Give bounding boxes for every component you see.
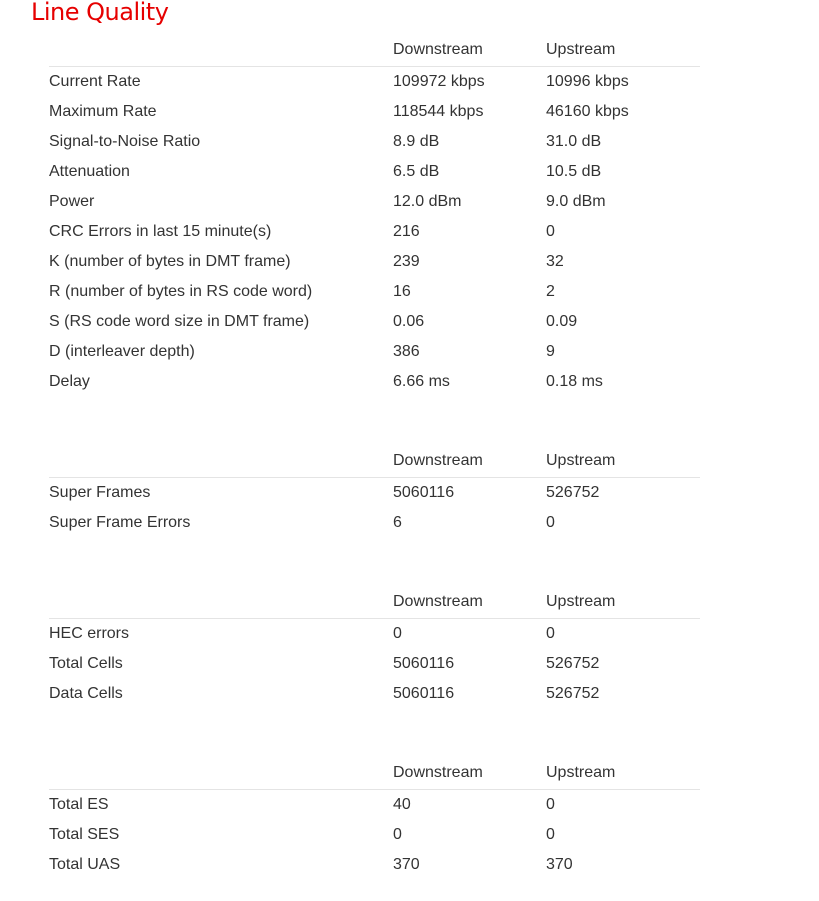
downstream-value: 0 xyxy=(393,625,402,642)
table-row xyxy=(49,679,700,709)
table-row xyxy=(49,307,700,337)
downstream-value: 0 xyxy=(393,826,402,843)
line-statistics-table xyxy=(49,34,700,397)
table-row xyxy=(49,247,700,277)
row-label: CRC Errors in last 15 minute(s) xyxy=(49,223,272,240)
header-label-cell xyxy=(49,445,393,478)
row-label: Total Cells xyxy=(49,655,123,672)
table-row xyxy=(49,508,700,538)
downstream-value: 12.0 dBm xyxy=(393,193,462,210)
row-label: K (number of bytes in DMT frame) xyxy=(49,253,291,270)
table-row xyxy=(49,850,700,880)
table-header-row xyxy=(49,445,700,478)
row-label: Attenuation xyxy=(49,163,130,180)
downstream-value: 5060116 xyxy=(393,655,455,672)
row-label: R (number of bytes in RS code word) xyxy=(49,283,313,300)
upstream-value: 9.0 dBm xyxy=(546,193,606,210)
upstream-value: 2 xyxy=(546,283,555,300)
downstream-value: 109972 kbps xyxy=(393,73,485,90)
row-label: Super Frame Errors xyxy=(49,514,191,531)
upstream-value: 0 xyxy=(546,514,555,531)
downstream-value: 6 xyxy=(393,514,402,531)
upstream-value: 10.5 dB xyxy=(546,163,602,180)
header-upstream: Upstream xyxy=(546,757,700,790)
table-row xyxy=(49,649,700,679)
downstream-value: 6.5 dB xyxy=(393,163,440,180)
downstream-value: 370 xyxy=(393,856,420,873)
upstream-value: 32 xyxy=(546,253,564,270)
table-row xyxy=(49,217,700,247)
cells-table xyxy=(49,586,700,709)
table-row xyxy=(49,127,700,157)
header-downstream: Downstream xyxy=(393,586,546,619)
table-header-row xyxy=(49,34,700,67)
header-upstream: Upstream xyxy=(546,34,700,67)
table-row xyxy=(49,97,700,127)
header-label-cell xyxy=(49,586,393,619)
row-label: Signal-to-Noise Ratio xyxy=(49,133,201,150)
table-row xyxy=(49,619,700,650)
errored-seconds-table xyxy=(49,757,700,880)
upstream-value: 0.18 ms xyxy=(546,373,603,390)
row-label: Data Cells xyxy=(49,685,123,702)
downstream-value: 5060116 xyxy=(393,685,455,702)
downstream-value: 5060116 xyxy=(393,484,455,501)
table-row xyxy=(49,67,700,98)
upstream-value: 526752 xyxy=(546,484,600,501)
upstream-value: 0 xyxy=(546,223,555,240)
upstream-value: 526752 xyxy=(546,685,600,702)
downstream-value: 386 xyxy=(393,343,420,360)
table-row xyxy=(49,187,700,217)
header-downstream: Downstream xyxy=(393,757,546,790)
header-downstream: Downstream xyxy=(393,445,546,478)
upstream-value: 46160 kbps xyxy=(546,103,629,120)
table-row xyxy=(49,478,700,509)
table-row xyxy=(49,277,700,307)
downstream-value: 239 xyxy=(393,253,420,270)
row-label: Maximum Rate xyxy=(49,103,157,120)
upstream-value: 10996 kbps xyxy=(546,73,629,90)
table-row xyxy=(49,820,700,850)
row-label: Power xyxy=(49,193,95,210)
downstream-value: 118544 kbps xyxy=(393,103,484,120)
downstream-value: 0.06 xyxy=(393,313,425,330)
header-upstream: Upstream xyxy=(546,586,700,619)
downstream-value: 8.9 dB xyxy=(393,133,440,150)
downstream-value: 40 xyxy=(393,796,411,813)
upstream-value: 9 xyxy=(546,343,555,360)
upstream-value: 370 xyxy=(546,856,573,873)
row-label: Total SES xyxy=(49,826,120,843)
header-downstream: Downstream xyxy=(393,34,546,67)
super-frames-table xyxy=(49,445,700,538)
table-header-row xyxy=(49,586,700,619)
row-label: S (RS code word size in DMT frame) xyxy=(49,313,310,330)
table-row xyxy=(49,790,700,821)
upstream-value: 526752 xyxy=(546,655,600,672)
page-title: Line Quality xyxy=(31,0,169,26)
row-label: Super Frames xyxy=(49,484,151,501)
row-label: HEC errors xyxy=(49,625,130,642)
row-label: Total UAS xyxy=(49,856,121,873)
upstream-value: 0 xyxy=(546,796,555,813)
upstream-value: 0.09 xyxy=(546,313,578,330)
upstream-value: 0 xyxy=(546,625,555,642)
downstream-value: 216 xyxy=(393,223,420,240)
header-label-cell xyxy=(49,757,393,790)
header-upstream: Upstream xyxy=(546,445,700,478)
table-header-row xyxy=(49,757,700,790)
upstream-value: 31.0 dB xyxy=(546,133,602,150)
header-label-cell xyxy=(49,34,393,67)
row-label: Total ES xyxy=(49,796,109,813)
row-label: Delay xyxy=(49,373,90,390)
downstream-value: 16 xyxy=(393,283,411,300)
downstream-value: 6.66 ms xyxy=(393,373,450,390)
row-label: Current Rate xyxy=(49,73,141,90)
upstream-value: 0 xyxy=(546,826,555,843)
table-row xyxy=(49,157,700,187)
table-row xyxy=(49,367,700,397)
row-label: D (interleaver depth) xyxy=(49,343,195,360)
table-row xyxy=(49,337,700,367)
